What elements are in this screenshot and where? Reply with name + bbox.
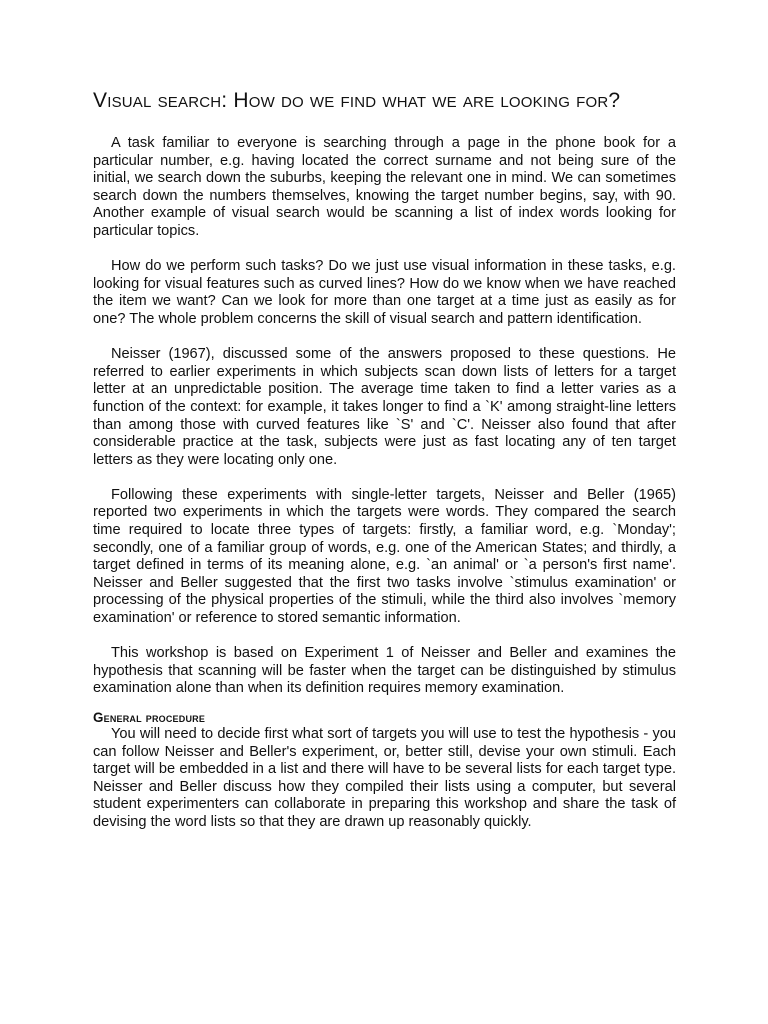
- page-title: Visual search: How do we find what we are looking for?: [93, 89, 621, 112]
- section-body-general-procedure: You will need to decide first what sort of targets you will use to test the hypothesis - you can follow Neisser and Beller's experiment, or, better still, devise your own stimuli. Each target will be embedded in a list and there will have to be several lists for each target type. Neisser and Beller discuss how they compiled their lists using a computer, but several student experimenters can collaborate in preparing this workshop and share the task of devising the word lists so that they are drawn up reasonably quickly.: [93, 726, 676, 830]
- section-heading-general-procedure: General procedure: [93, 710, 206, 725]
- paragraph-4: Following these experiments with single-letter targets, Neisser and Beller (1965) reported two experiments in which the targets were words. They compared the search time required to locate three types of targets: firstly, a familiar word, e.g. `Monday'; secondly, one of a familiar group of words, e.g. one of the American States; and thirdly, a target defined in terms of its meaning alone, e.g. `an animal' or `a person's first name'. Neisser and Beller suggested that the first two tasks involve `stimulus examination' or processing of the physical properties of the stimuli, while the third also involves `memory examination' or reference to stored semantic information.: [93, 486, 676, 627]
- paragraph-5: This workshop is based on Experiment 1 of Neisser and Beller and examines the hypothesis that scanning will be faster when the target can be distinguished by stimulus examination alone than when its definition requires memory examination.: [93, 645, 676, 697]
- paragraph-1: A task familiar to everyone is searching through a page in the phone book for a particular number, e.g. having located the correct surname and not being sure of the initial, we search down the suburbs, keeping the relevant one in mind. We can sometimes search down the numbers themselves, knowing the target number begins, say, with 90. Another example of visual search would be scanning a list of index words looking for particular topics.: [93, 135, 676, 239]
- document-page: [93, 88, 676, 849]
- paragraph-2: How do we perform such tasks? Do we just use visual information in these tasks, e.g. looking for visual features such as curved lines? How do we know when we have reached the item we want? Can we look for more than one target at a time just as easily as for one? The whole problem concerns the skill of visual search and pattern identification.: [93, 258, 676, 327]
- paragraph-3: Neisser (1967), discussed some of the answers proposed to these questions. He referred to earlier experiments in which subjects scan down lists of letters for a target letter at an unpredictable position. The average time taken to find a letter varies as a function of the context: for example, it takes longer to find a `K' among straight-line letters than among those with curved features like `S' and `C'. Neisser also found that after considerable practice at the task, subjects were just as fast locating any of ten target letters as they were locating only one.: [93, 346, 676, 468]
